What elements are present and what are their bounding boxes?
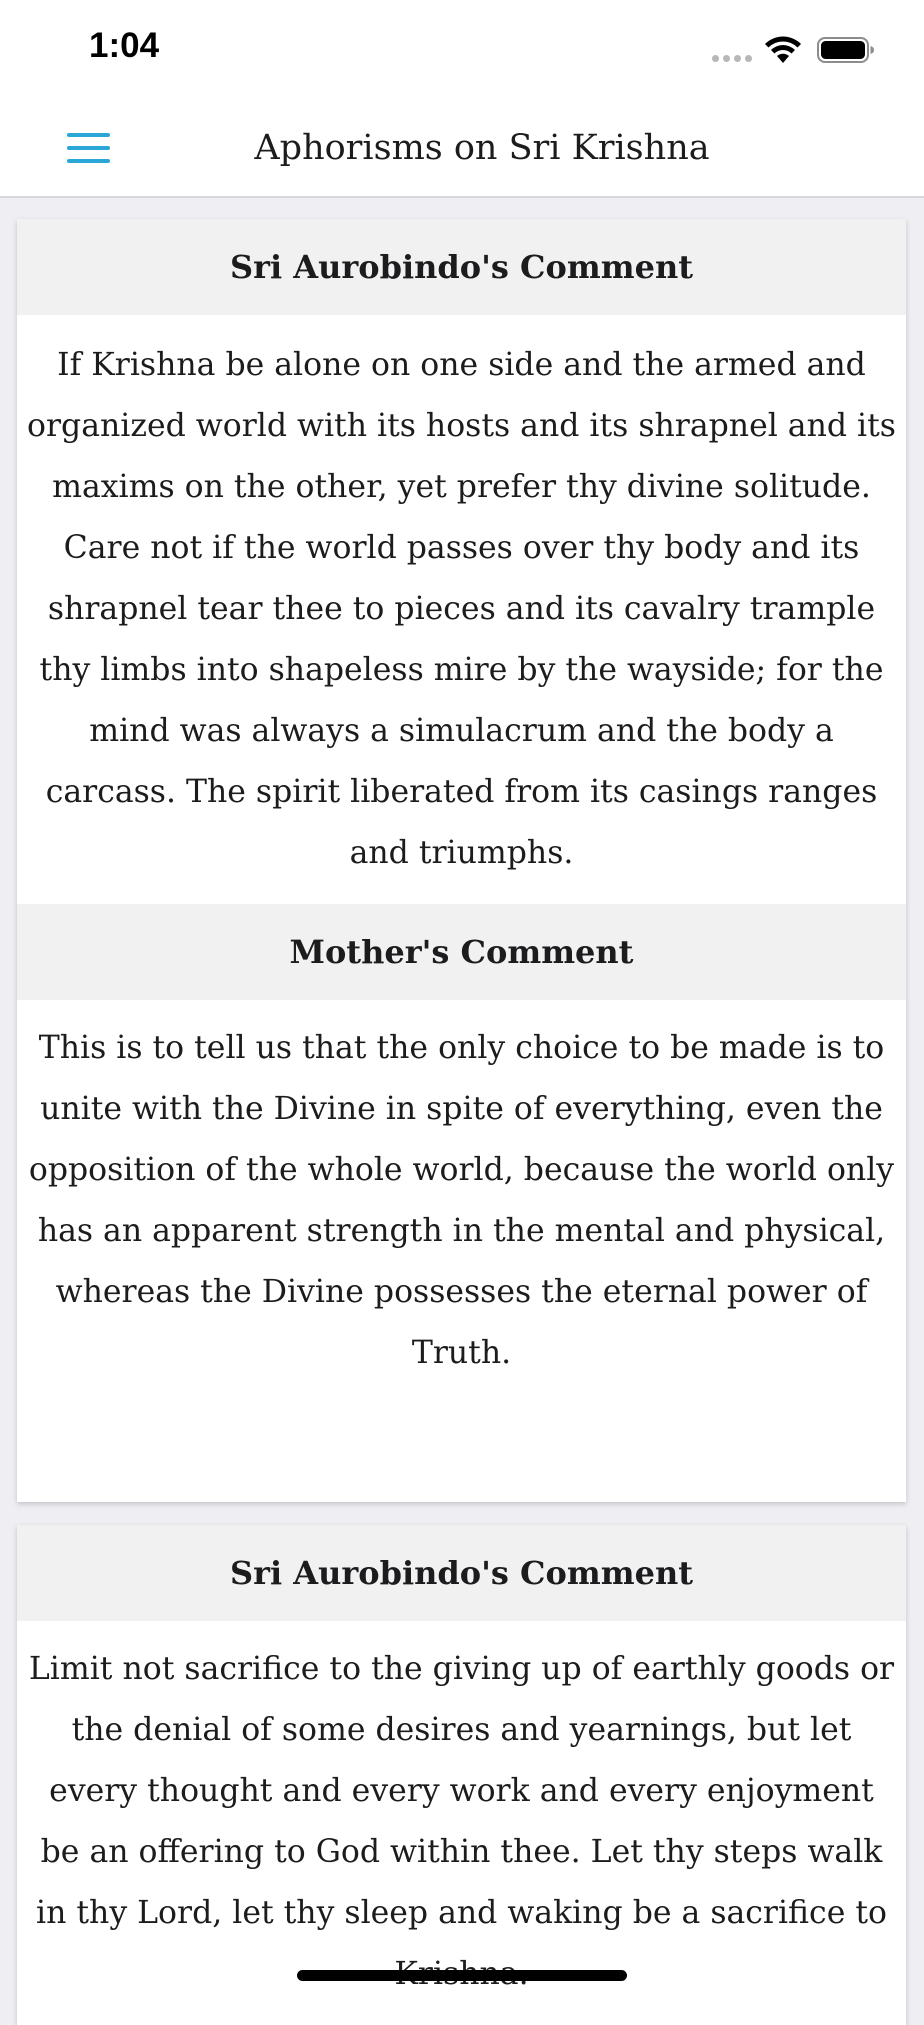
home-indicator[interactable] <box>297 1970 627 1981</box>
section-body: If Krishna be alone on one side and the armed and organized world with its hosts and its shrapnel and its maxims on the other, yet prefer thy divine solitude. Care not if the world passes over thy body and its shrapnel tear thee to pieces and its cavalry trample thy limbs into shapeless mire by the wayside; for the mind was always a simulacrum and the body a carcass. The spirit liberated from its casings ranges and triumphs. <box>27 347 896 871</box>
section-header: Mother's Comment <box>17 904 906 1000</box>
status-time: 1:04 <box>89 26 160 65</box>
navigation-bar <box>0 100 924 198</box>
wifi-icon <box>764 36 802 64</box>
section-body: Limit not sacrifice to the giving up of earthly goods or the denial of some desires and yearnings, but let every thought and every work and every enjoyment be an offering to God within thee. Let thy steps walk in thy Lord, let thy sleep and waking be a sacrifice to <box>28 1651 895 1931</box>
section-header: Sri Aurobindo's Comment <box>17 219 906 315</box>
aphorism-card <box>17 1525 906 2025</box>
status-bar <box>0 0 924 100</box>
section-body: This is to tell us that the only choice to be made is to unite with the Divine in spite of everything, even the opposition of the whole world, because the world only has an apparent strength in the mental and physical, whereas the Divine possesses the eternal power of Truth. <box>28 1030 895 1371</box>
hamburger-menu-icon[interactable] <box>62 128 114 168</box>
battery-icon <box>817 37 875 63</box>
page-title: Aphorisms on Sri Krishna <box>254 128 710 168</box>
aphorism-card <box>17 219 906 1502</box>
cellular-signal-icon <box>712 55 752 62</box>
section-header: Sri Aurobindo's Comment <box>17 1525 906 1621</box>
